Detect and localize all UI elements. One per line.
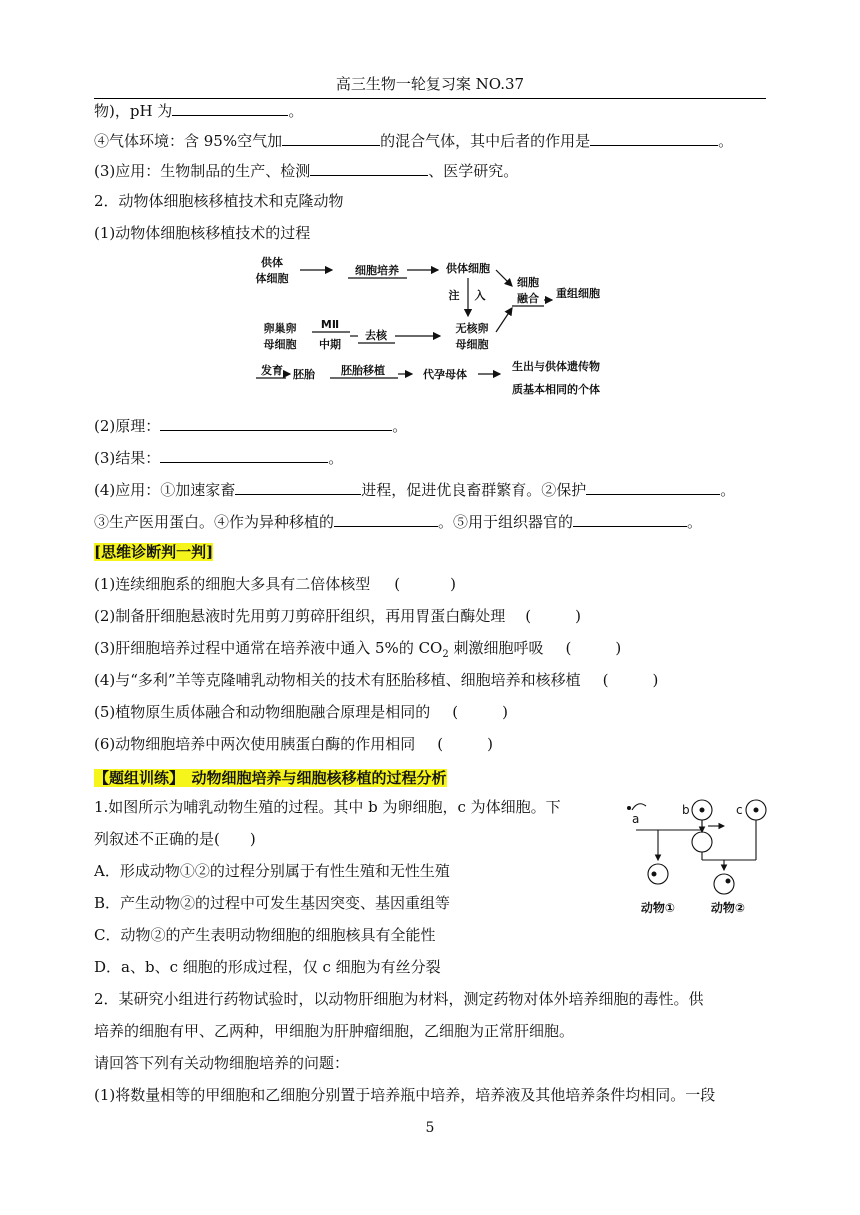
option-b[interactable]: B．产生动物②的过程中可发生基因突变、基因重组等 bbox=[94, 894, 451, 912]
blank-detect[interactable] bbox=[310, 160, 428, 176]
blank-xenotransplant[interactable] bbox=[334, 511, 438, 527]
fig-label-a: a bbox=[632, 812, 640, 826]
subsection-process: (1)动物体细胞核移植技术的过程 bbox=[94, 224, 311, 242]
question-2-stem-1: 2．某研究小组进行药物试验时，以动物肝细胞为材料，测定药物对体外培养细胞的毒性。供 bbox=[94, 990, 704, 1008]
label-donor-2: 体细胞 bbox=[255, 272, 289, 285]
question-2-stem-3: 请回答下列有关动物细胞培养的问题： bbox=[94, 1054, 350, 1072]
label-m2-2: 中期 bbox=[319, 338, 341, 351]
label-donor-1: 供体 bbox=[261, 256, 283, 269]
nuclear-transfer-diagram bbox=[250, 252, 630, 402]
line-ph: 物)，pH 为 。 bbox=[94, 102, 304, 120]
blank-principle[interactable] bbox=[160, 415, 392, 431]
judge-item-3: (3)肝细胞培养过程中通常在培养液中通入 5%的 $CO_2$ 刺激细胞呼吸 ( ) bbox=[94, 639, 622, 660]
judge-item-5: (5)植物原生质体融合和动物细胞融合原理是相同的 ( ) bbox=[94, 703, 508, 721]
label-enucleated-2: 母细胞 bbox=[455, 338, 489, 351]
reproduction-figure bbox=[620, 790, 780, 920]
fig-label-animal-2: 动物② bbox=[710, 901, 746, 915]
label-oocyte-2: 母细胞 bbox=[263, 338, 297, 351]
page-header: 高三生物一轮复习案 NO.37 bbox=[94, 73, 766, 99]
label-result-1: 生出与供体遗传物 bbox=[512, 360, 600, 373]
line-principle: (2)原理： 。 bbox=[94, 417, 408, 435]
label-cell-culture: 细胞培养 bbox=[355, 264, 399, 277]
blank-organ[interactable] bbox=[573, 511, 687, 527]
judge-item-6: (6)动物细胞培养中两次使用胰蛋白酶的作用相同 ( ) bbox=[94, 735, 493, 753]
question-2-part-1: (1)将数量相等的甲细胞和乙细胞分别置于培养瓶中培养，培养液及其他培养条件均相同。一段 bbox=[94, 1086, 716, 1104]
label-donor-cell: 供体细胞 bbox=[446, 262, 490, 275]
blank-gas-role[interactable] bbox=[590, 130, 718, 146]
label-enucleate: 去核 bbox=[365, 329, 387, 342]
label-m2-1: MⅡ bbox=[320, 318, 340, 331]
label-recombined-cell: 重组细胞 bbox=[556, 287, 600, 300]
label-oocyte-1: 卵巢卵 bbox=[263, 322, 297, 335]
judge-item-2: (2)制备肝细胞悬液时先用剪刀剪碎肝组织，再用胃蛋白酶处理 ( ) bbox=[94, 607, 581, 625]
fig-label-c: c bbox=[736, 803, 743, 817]
label-develop: 发育 bbox=[261, 364, 283, 377]
line-result: (3)结果： 。 bbox=[94, 449, 344, 467]
label-enucleated-1: 无核卵 bbox=[455, 322, 489, 335]
section-nuclear-transfer: 2．动物体细胞核移植技术和克隆动物 bbox=[94, 192, 344, 210]
label-surrogate: 代孕母体 bbox=[423, 368, 467, 381]
blank-protect[interactable] bbox=[586, 479, 720, 495]
fig-label-animal-1: 动物① bbox=[640, 901, 676, 915]
blank-ph[interactable] bbox=[172, 100, 288, 116]
label-embryo: 胚胎 bbox=[293, 368, 315, 381]
label-inject-2: 入 bbox=[474, 289, 486, 302]
label-fusion-2: 融合 bbox=[517, 292, 539, 305]
question-1-stem-1: 1.如图所示为哺乳动物生殖的过程。其中 b 为卵细胞，c 为体细胞。下 bbox=[94, 798, 561, 816]
page-number: 5 bbox=[425, 1120, 435, 1136]
section-practice: 【题组训练】 动物细胞培养与细胞核移植的过程分析 bbox=[94, 769, 447, 787]
line-gas: ④气体环境：含 95%空气加 的混合气体，其中后者的作用是 。 bbox=[94, 132, 734, 150]
line-uses-1: (4)应用：①加速家畜 进程，促进优良畜群繁育。②保护 。 bbox=[94, 481, 736, 499]
section-judgement: [思维诊断判一判] bbox=[94, 543, 214, 561]
label-fusion-1: 细胞 bbox=[517, 276, 539, 289]
question-2-stem-2: 培养的细胞有甲、乙两种，甲细胞为肝肿瘤细胞，乙细胞为正常肝细胞。 bbox=[94, 1022, 575, 1040]
question-1-stem-2: 列叙述不正确的是( ) bbox=[94, 830, 256, 848]
blank-breeding[interactable] bbox=[235, 479, 361, 495]
line-uses-2: ③生产医用蛋白。④作为异种移植的 。⑤用于组织器官的 。 bbox=[94, 513, 703, 531]
label-inject-1: 注 bbox=[448, 289, 460, 302]
blank-gas[interactable] bbox=[282, 130, 380, 146]
fig-label-b: b bbox=[682, 803, 690, 817]
judge-item-1: (1)连续细胞系的细胞大多具有二倍体核型 ( ) bbox=[94, 575, 456, 593]
option-d[interactable]: D．a、b、c 细胞的形成过程，仅 c 细胞为有丝分裂 bbox=[94, 958, 441, 976]
label-result-2: 质基本相同的个体 bbox=[512, 383, 600, 396]
label-embryo-transfer: 胚胎移植 bbox=[341, 364, 385, 377]
option-c[interactable]: C．动物②的产生表明动物细胞的细胞核具有全能性 bbox=[94, 926, 436, 944]
line-application: (3)应用：生物制品的生产、检测 、医学研究。 bbox=[94, 162, 519, 180]
option-a[interactable]: A．形成动物①②的过程分别属于有性生殖和无性生殖 bbox=[94, 862, 450, 880]
blank-result[interactable] bbox=[160, 447, 328, 463]
judge-item-4: (4)与“多利”羊等克隆哺乳动物相关的技术有胚胎移植、细胞培养和核移植 ( ) bbox=[94, 671, 659, 689]
